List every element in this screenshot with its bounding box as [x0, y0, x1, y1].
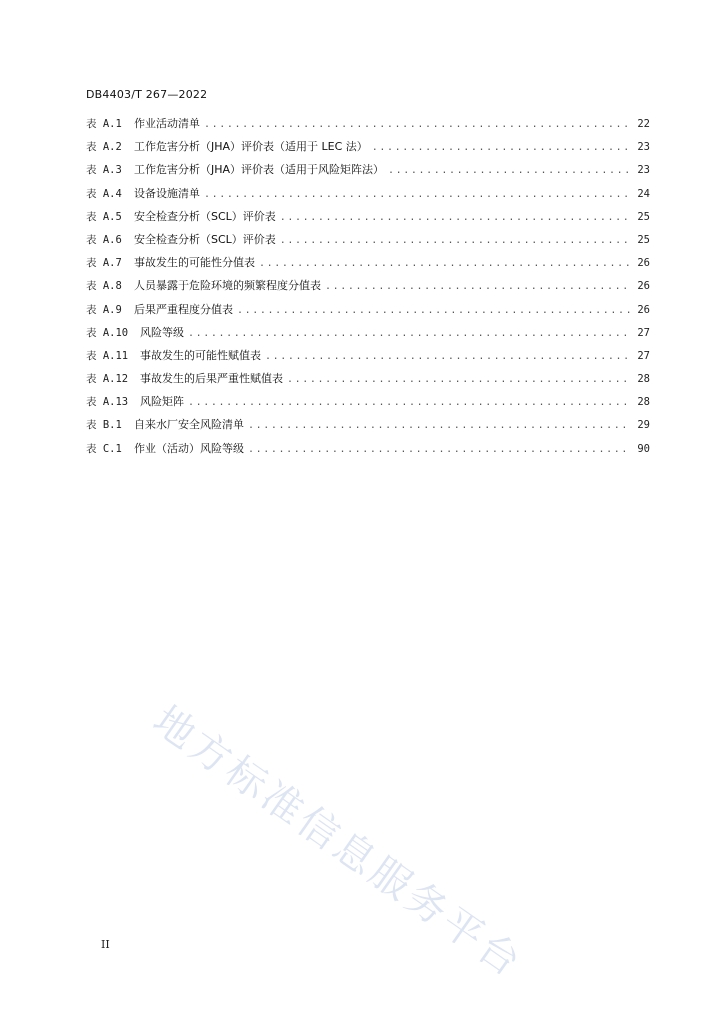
toc-entry-number: 表 A.2	[86, 141, 122, 154]
toc-entry-page: 90	[637, 442, 650, 455]
toc-entry-title: 人员暴露于危险环境的频繁程度分值表	[134, 279, 321, 293]
toc-entry-title: 作业活动清单	[134, 117, 200, 130]
toc-entry-title: 自来水厂安全风险清单	[134, 418, 244, 432]
dot-leader	[188, 397, 630, 408]
toc-entry-number: 表 A.9	[86, 303, 122, 316]
toc-entry-number: 表 A.6	[86, 233, 122, 246]
toc-entry-number: 表 A.7	[86, 257, 122, 270]
toc-entry-page: 26	[637, 257, 650, 270]
toc-entry-title: 事故发生的可能性分值表	[134, 256, 255, 270]
toc-entry-title: 工作危害分析（JHA）评价表（适用于 LEC 法）	[134, 140, 368, 154]
toc-entry-title: 安全检查分析（SCL）评价表	[134, 209, 276, 223]
toc-entry-number: 表 C.1	[86, 442, 122, 455]
toc-entry-title: 安全检查分析（SCL）评价表	[134, 232, 276, 246]
toc-entry-page: 23	[637, 164, 650, 177]
toc-entry[interactable]	[86, 440, 650, 463]
toc-entry-page: 24	[637, 187, 650, 200]
toc-entry-number: 表 A.1	[86, 118, 122, 130]
dot-leader	[265, 351, 630, 362]
toc-entry-number: 表 A.10	[86, 326, 129, 339]
dot-leader	[372, 142, 630, 153]
toc-entry-title: 事故发生的后果严重性赋值表	[140, 372, 283, 386]
toc-entry[interactable]	[86, 231, 650, 254]
toc-entry-title: 风险矩阵	[140, 395, 184, 409]
toc-entry[interactable]	[86, 277, 650, 300]
toc-entry-page: 29	[637, 419, 650, 432]
toc-entry[interactable]	[86, 161, 650, 184]
toc-entry-page: 28	[637, 396, 650, 409]
toc-entry-title: 设备设施清单	[134, 186, 200, 200]
toc-entry-page: 22	[637, 118, 650, 130]
toc-entry-number: 表 A.8	[86, 280, 122, 293]
toc-entry-title: 作业（活动）风险等级	[134, 441, 244, 455]
toc-entry[interactable]	[86, 185, 650, 208]
toc-entry[interactable]	[86, 393, 650, 416]
dot-leader	[287, 374, 630, 385]
toc-entry-title: 后果严重程度分值表	[134, 302, 233, 316]
toc-entry-number: 表 A.12	[86, 373, 129, 386]
toc-entry[interactable]	[86, 301, 650, 324]
toc-entry-page: 27	[637, 326, 650, 339]
toc-entry[interactable]	[86, 138, 650, 161]
dot-leader	[237, 305, 630, 316]
toc-entry-number: 表 A.3	[86, 164, 122, 177]
toc-entry-number: 表 B.1	[86, 419, 122, 432]
toc-entry-page: 25	[637, 233, 650, 246]
toc-entry-title: 风险等级	[140, 325, 184, 339]
dot-leader	[204, 189, 630, 200]
page-number: II	[101, 938, 110, 951]
toc-entry-number: 表 A.13	[86, 396, 129, 409]
toc-entry-page: 26	[637, 303, 650, 316]
toc-entry[interactable]	[86, 324, 650, 347]
toc-entry-number: 表 A.5	[86, 210, 122, 223]
document-code: DB4403/T 267—2022	[86, 88, 208, 101]
toc-entry[interactable]	[86, 254, 650, 277]
toc-entry[interactable]	[86, 208, 650, 231]
toc-entry-title: 工作危害分析（JHA）评价表（适用于风险矩阵法）	[134, 163, 385, 177]
toc-entry[interactable]	[86, 416, 650, 439]
dot-leader	[325, 281, 630, 292]
toc-entry-page: 27	[637, 349, 650, 362]
dot-leader	[248, 444, 630, 455]
toc-entry[interactable]	[86, 115, 650, 138]
toc-entry-number: 表 A.11	[86, 349, 129, 362]
dot-leader	[259, 258, 630, 269]
toc-entry-number: 表 A.4	[86, 187, 122, 200]
toc-entry-title: 事故发生的可能性赋值表	[140, 348, 261, 362]
toc-entry-page: 23	[637, 141, 650, 154]
table-of-contents	[86, 115, 650, 463]
watermark: 地方标准信息服务平台	[144, 697, 532, 988]
dot-leader	[204, 119, 630, 130]
toc-entry[interactable]	[86, 347, 650, 370]
dot-leader	[388, 165, 630, 176]
dot-leader	[248, 420, 630, 431]
toc-entry-page: 26	[637, 280, 650, 293]
dot-leader	[280, 212, 630, 223]
dot-leader	[280, 235, 630, 246]
dot-leader	[188, 328, 630, 339]
toc-entry[interactable]	[86, 370, 650, 393]
toc-entry-page: 28	[637, 373, 650, 386]
toc-entry-page: 25	[637, 210, 650, 223]
